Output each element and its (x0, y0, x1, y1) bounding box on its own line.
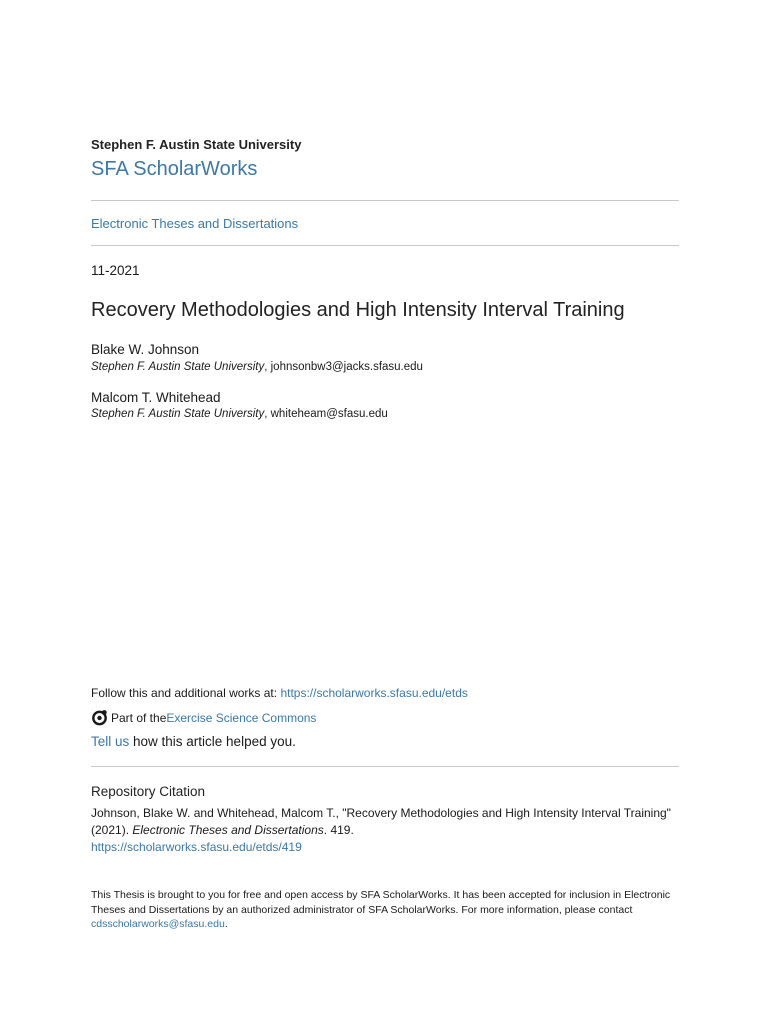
citation-text (91, 805, 681, 856)
citation-heading: Repository Citation (91, 784, 206, 799)
author-name: Blake W. Johnson (91, 342, 200, 357)
network-icon (91, 709, 108, 726)
citation-series: Electronic Theses and Dissertations (132, 823, 324, 837)
footer-notice (91, 888, 681, 932)
tell-us-text: how this article helped you. (129, 734, 296, 749)
author-affiliation (91, 408, 388, 420)
author-affiliation (91, 361, 423, 373)
citation-part: Johnson, Blake W. and Whitehead, Malcom T., "Recovery Methodologies and High Intensity Interval Training" (2021). (91, 806, 671, 837)
contact-email-link[interactable]: cdsscholarworks@sfasu.edu (91, 918, 225, 930)
follow-url-link[interactable]: https://scholarworks.sfasu.edu/etds (280, 686, 468, 700)
tell-us-line (91, 734, 296, 749)
author-email: , johnsonbw3@jacks.sfasu.edu (264, 361, 423, 373)
affiliation-text: Stephen F. Austin State University (91, 361, 265, 373)
institution-name: Stephen F. Austin State University (91, 137, 302, 152)
part-of-text: Part of the (111, 710, 167, 725)
divider (91, 245, 679, 246)
part-of-line (91, 709, 316, 726)
footer-end: . (224, 918, 228, 930)
collection-link[interactable]: Electronic Theses and Dissertations (91, 216, 299, 231)
divider (91, 200, 679, 201)
publication-date: 11-2021 (91, 263, 140, 278)
follow-line (91, 686, 468, 700)
author-name: Malcom T. Whitehead (91, 390, 221, 405)
author-email: , whiteheam@sfasu.edu (264, 408, 388, 420)
follow-text: Follow this and additional works at: (91, 686, 281, 700)
affiliation-text: Stephen F. Austin State University (91, 408, 265, 420)
repository-name-link[interactable]: SFA ScholarWorks (91, 158, 258, 180)
document-title: Recovery Methodologies and High Intensity Interval Training (91, 299, 625, 321)
divider (91, 766, 679, 767)
tell-us-link[interactable]: Tell us (91, 734, 130, 749)
footer-text: This Thesis is brought to you for free and open access by SFA ScholarWorks. It has been accepted for inclusion in Electronic Theses and Dissertations by an authorized administrator of SFA ScholarWorks. For more information, please contact (91, 889, 671, 916)
exercise-science-commons-link[interactable]: Exercise Science Commons (166, 710, 317, 725)
citation-url-link[interactable]: https://scholarworks.sfasu.edu/etds/419 (91, 840, 302, 854)
citation-number: . 419. (323, 823, 354, 837)
